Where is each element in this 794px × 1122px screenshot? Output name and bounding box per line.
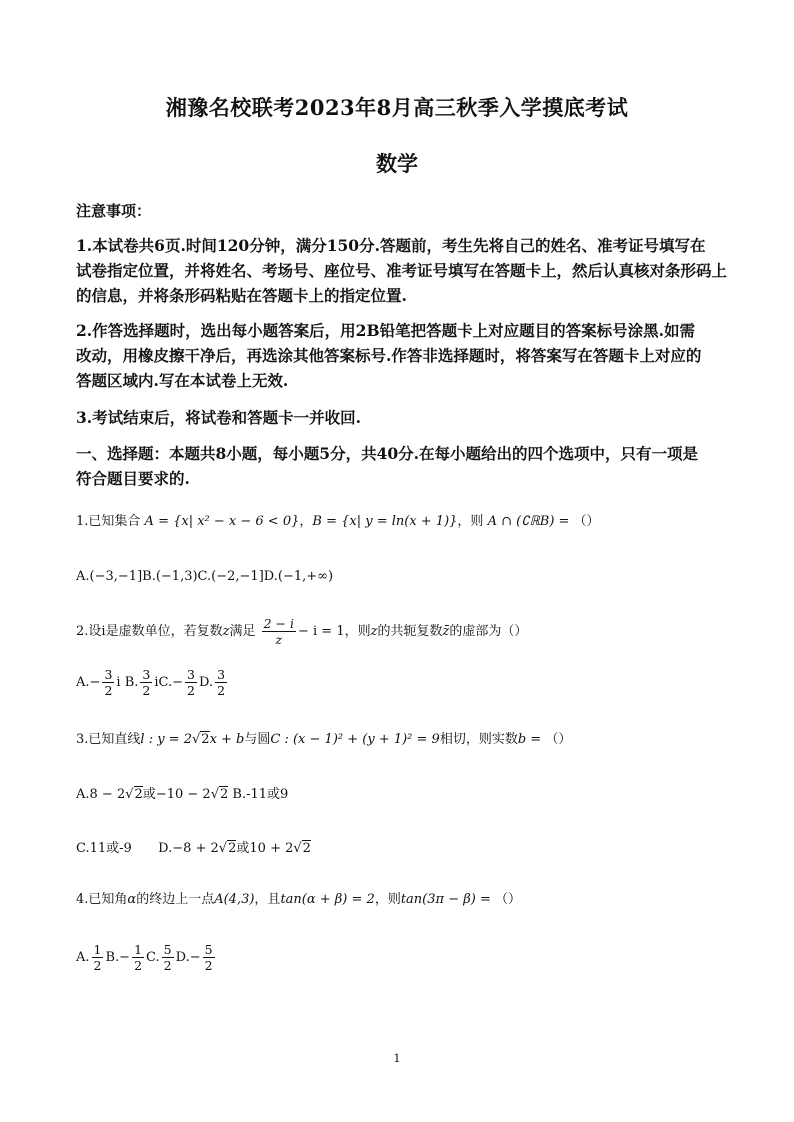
q4-text: ，则 bbox=[374, 892, 401, 907]
q2-frac-num: 2 − i bbox=[263, 616, 294, 631]
q4-frac-den: 2 bbox=[134, 958, 143, 973]
q2-text: 的共轭复数 bbox=[377, 624, 443, 639]
question-3-options-cd bbox=[76, 839, 736, 859]
q2-frac-den: 2 bbox=[142, 683, 151, 698]
q3-text: 3.已知直线 bbox=[76, 732, 141, 747]
q1-paren: （） bbox=[573, 514, 600, 529]
q2-frac-den: z bbox=[275, 632, 283, 647]
q3-radicand: 2 bbox=[228, 841, 237, 856]
q2-opt-a-label: A. bbox=[76, 675, 90, 690]
notice-1-line: 1.本试卷共6页.时间120分钟，满分150分.答题前，考生先将自己的姓名、准考证号填写在 bbox=[76, 236, 706, 255]
notice-1-line: 试卷指定位置，并将姓名、考场号、座位号、准考证号填写在答题卡上，然后认真核对条形码上 bbox=[76, 261, 728, 280]
q2-i: i bbox=[101, 624, 106, 639]
q3-opt-a-label: A. bbox=[76, 787, 90, 802]
q3-sqrt: √2 bbox=[125, 787, 143, 802]
q2-text: 满足 bbox=[229, 624, 256, 639]
q2-fraction bbox=[262, 616, 296, 647]
q4-frac-num: 5 bbox=[204, 942, 213, 957]
notice-item-3 bbox=[76, 405, 726, 430]
q3-radicand: 2 bbox=[220, 787, 229, 802]
q4-point: A(4,3) bbox=[214, 892, 255, 907]
q1-opt-a-label: A. bbox=[76, 569, 90, 584]
q2-frac-den: 2 bbox=[104, 683, 113, 698]
question-1-stem bbox=[76, 512, 736, 532]
notice-1-line: 的信息，并将条形码粘贴在答题卡上的指定位置. bbox=[76, 286, 407, 305]
question-4-stem bbox=[76, 890, 736, 910]
q3-opt-d1: −8 + 2 bbox=[172, 841, 219, 856]
q4-opt-b-label: B. bbox=[105, 950, 120, 965]
q4-opt-d-frac bbox=[203, 942, 215, 973]
q3-line-tail: x + b bbox=[209, 732, 245, 747]
q1-ask-prefix: ，则 bbox=[457, 514, 484, 529]
notice-2-line: 答题区域内.写在本试卷上无效. bbox=[76, 371, 289, 390]
exam-subject: 数学 bbox=[376, 151, 418, 176]
q3-b: b bbox=[517, 732, 527, 747]
q1-set-b: B = {x| y = ln(x + 1)} bbox=[312, 514, 458, 529]
section-choice-heading bbox=[76, 441, 726, 491]
q3-opt-a1: 8 − 2 bbox=[89, 787, 126, 802]
q1-opt-c: (−2,−1] bbox=[211, 569, 264, 584]
question-1-options bbox=[76, 567, 736, 587]
section-line: 符合题目要求的. bbox=[76, 469, 190, 488]
q1-opt-a: (−3,−1] bbox=[89, 569, 143, 584]
question-3-options-ab bbox=[76, 785, 736, 805]
q3-line-eq: l : y = 2 bbox=[140, 732, 192, 747]
q4-frac-num: 1 bbox=[134, 942, 143, 957]
q4-opt-b-frac bbox=[132, 942, 144, 973]
q4-ask: tan(3π − β) = bbox=[400, 892, 495, 907]
q3-or: 或 bbox=[142, 787, 156, 802]
q3-opt-d2: 10 + 2 bbox=[249, 841, 294, 856]
q4-paren: （） bbox=[494, 892, 521, 907]
q2-z: z bbox=[222, 624, 230, 639]
q3-opt-d-label: D. bbox=[158, 841, 173, 856]
q2-frac-den: 2 bbox=[187, 683, 195, 698]
q3-radicand: 2 bbox=[134, 787, 143, 802]
q4-frac-num: 1 bbox=[93, 942, 102, 957]
q1-prefix: 1.已知集合 bbox=[76, 514, 141, 529]
q2-text: 的虚部为（） bbox=[449, 624, 528, 639]
section-line: 一、选择题：本题共8小题，每小题5分，共40分.在每小题给出的四个选项中，只有一项是 bbox=[76, 444, 699, 463]
q1-ask-expr: A ∩ (∁ℝB) = bbox=[487, 514, 574, 529]
q4-frac-den: 2 bbox=[204, 958, 213, 973]
q4-opt-a-frac bbox=[92, 942, 104, 973]
q4-text: ，且 bbox=[254, 892, 281, 907]
q3-opt-c: C.11或-9 bbox=[76, 841, 132, 856]
q2-z: z bbox=[370, 624, 378, 639]
q3-radicand: 2 bbox=[302, 841, 311, 856]
q2-opt-b-frac bbox=[140, 667, 152, 698]
exam-title: 湘豫名校联考2023年8月高三秋季入学摸底考试 bbox=[165, 95, 629, 120]
q3-circle-eq: C : (x − 1)² + (y + 1)² = 9 bbox=[270, 732, 440, 747]
question-2-options bbox=[76, 667, 736, 698]
q2-opt-c-label: C. bbox=[158, 675, 173, 690]
page-number: 1 bbox=[393, 1052, 401, 1065]
notice-heading: 注意事项： bbox=[76, 202, 152, 220]
q2-text: 是虚数单位，若复数 bbox=[105, 624, 223, 639]
q2-opt-a-frac bbox=[102, 667, 114, 698]
q2-opt-c-sign: − bbox=[172, 675, 184, 690]
q1-opt-b: (−1,3) bbox=[155, 569, 198, 584]
q3-text: 相切，则实数 bbox=[439, 732, 518, 747]
q3-sqrt: √2 bbox=[191, 732, 210, 747]
q2-frac-den: 2 bbox=[217, 683, 226, 698]
q3-sqrt: √2 bbox=[293, 841, 311, 856]
q4-condition: tan(α + β) = 2 bbox=[280, 892, 375, 907]
question-3-stem bbox=[76, 730, 736, 750]
q2-frac-num: 3 bbox=[104, 667, 113, 682]
q3-opt-b: B.-11或9 bbox=[232, 787, 289, 802]
q2-text: 2.设 bbox=[76, 624, 102, 639]
q2-opt-a-sign: − bbox=[89, 675, 101, 690]
q3-or: 或 bbox=[236, 841, 250, 856]
q1-opt-d: (−1,+∞) bbox=[277, 569, 334, 584]
q4-frac-den: 2 bbox=[93, 958, 102, 973]
q2-opt-d-label: D. bbox=[199, 675, 214, 690]
q2-opt-a-i: i bbox=[116, 675, 121, 690]
notice-3-line: 3.考试结束后，将试卷和答题卡一并收回. bbox=[76, 408, 362, 427]
q2-eq: − i = 1 bbox=[297, 624, 345, 639]
q2-text: ，则 bbox=[344, 624, 371, 639]
notice-item-1 bbox=[76, 233, 726, 308]
q2-opt-b-i: i bbox=[154, 675, 159, 690]
q4-frac-den: 2 bbox=[163, 958, 172, 973]
q4-opt-c-frac bbox=[162, 942, 174, 973]
q1-set-a: A = {x| x² − x − 6 < 0} bbox=[144, 514, 300, 529]
q4-text: 4.已知角 bbox=[76, 892, 128, 907]
q3-radicand: 2 bbox=[201, 732, 210, 747]
q1-comma: ， bbox=[299, 514, 313, 529]
q2-opt-d-frac bbox=[215, 667, 227, 698]
q4-frac-num: 5 bbox=[163, 942, 172, 957]
q4-opt-b-sign: − bbox=[119, 950, 131, 965]
question-4-options bbox=[76, 942, 736, 973]
q2-frac-num: 3 bbox=[217, 667, 226, 682]
notice-2-line: 2.作答选择题时，选出每小题答案后，用2B铅笔把答题卡上对应题目的答案标号涂黑.如需 bbox=[76, 321, 695, 340]
q3-sqrt: √2 bbox=[210, 787, 229, 802]
q1-opt-c-label: C. bbox=[197, 569, 212, 584]
q4-opt-a-label: A. bbox=[76, 950, 90, 965]
notice-item-2 bbox=[76, 318, 726, 393]
q2-frac-num: 3 bbox=[142, 667, 151, 682]
q2-opt-c-frac bbox=[185, 667, 197, 698]
q3-sqrt: √2 bbox=[218, 841, 237, 856]
q4-alpha: α bbox=[127, 892, 137, 907]
q4-opt-c-label: C. bbox=[146, 950, 160, 965]
q3-text: 与圆 bbox=[244, 732, 271, 747]
q1-opt-b-label: B. bbox=[142, 569, 156, 584]
q3-opt-a2: −10 − 2 bbox=[155, 787, 211, 802]
q2-zbar: z̄ bbox=[442, 624, 450, 639]
q3-text: = （） bbox=[526, 732, 572, 747]
q2-frac-num: 3 bbox=[187, 667, 195, 682]
q1-opt-d-label: D. bbox=[263, 569, 278, 584]
q4-opt-d-label: D. bbox=[175, 950, 190, 965]
q4-opt-d-sign: − bbox=[189, 950, 201, 965]
notice-2-line: 改动，用橡皮擦干净后，再选涂其他答案标号.作答非选择题时，将答案写在答题卡上对应的 bbox=[76, 346, 702, 365]
q4-text: 的终边上一点 bbox=[136, 892, 215, 907]
question-2-stem bbox=[76, 616, 736, 647]
q2-opt-b-label: B. bbox=[124, 675, 139, 690]
